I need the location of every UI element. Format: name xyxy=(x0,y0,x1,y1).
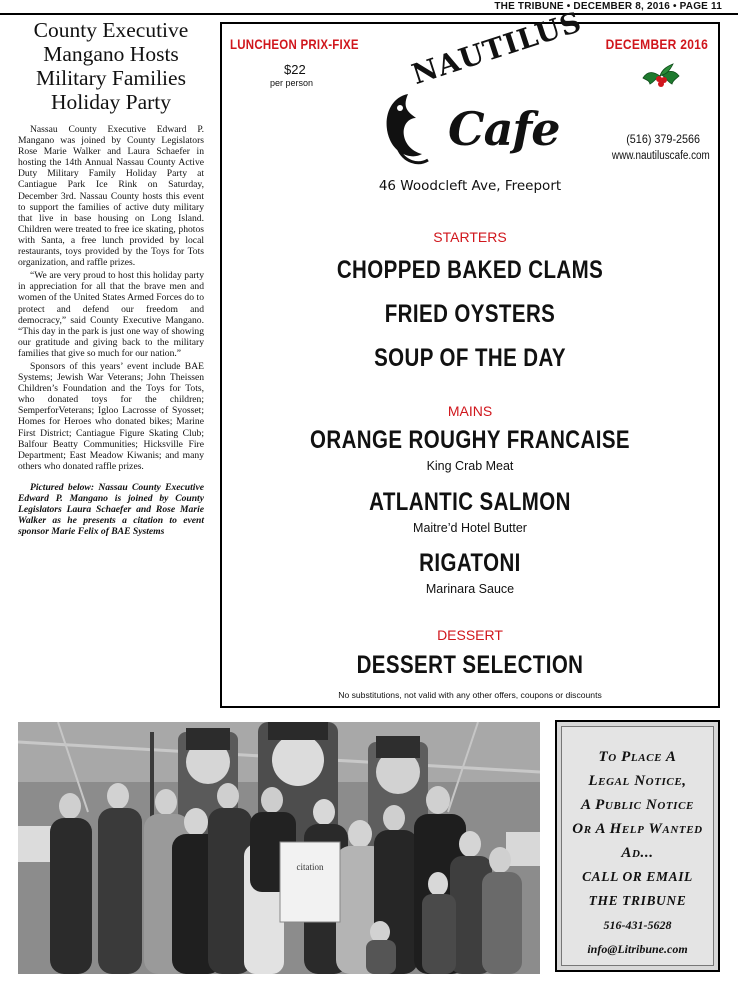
article-headline: County Executive Mangano Hosts Military Families Holiday Party xyxy=(33,18,189,114)
logo-word-nautilus: NAUTILUS xyxy=(407,5,586,91)
main-item: RIGATONI xyxy=(419,549,521,577)
notice-email[interactable]: info@Litribune.com xyxy=(587,942,688,956)
article-paragraph: Sponsors of this years’ event include BAE Systems; Jewish War Veterans; John Theissen Children’s Foundation and the Toys for Tots, who donated toys for the children; SemperforVeterans; Igloo Lacrosse of Syosset; Homes for Heroes who donated bikes; Marine First District; Cantiague Figure Skating Club; Balfour Beatty Communities; Hicksville Fire Department; East Meadow Kiwanis; and many others who donated raffle prizes. xyxy=(18,360,204,472)
mains-heading: MAINS xyxy=(447,403,493,419)
starter-item: CHOPPED BAKED CLAMS xyxy=(336,256,604,284)
dessert-heading: DESSERT xyxy=(437,627,503,643)
fish-icon xyxy=(378,88,438,168)
photo-caption: Pictured below: Nassau County Executive Edward P. Mangano is joined by County Legislators Laura Schaefer and Rose Marie Walker as he presents a citation to event sponsor Marie Felix of BAE Systems xyxy=(18,481,204,538)
event-photo xyxy=(18,722,540,974)
price: $22 xyxy=(284,62,306,77)
starter-item: SOUP OF THE DAY xyxy=(374,344,566,372)
notice-line: To Place A xyxy=(598,749,677,765)
starters-heading: STARTERS xyxy=(433,229,507,245)
holly-icon xyxy=(640,60,682,92)
restaurant-phone: (516) 379-2566 xyxy=(626,132,700,146)
menu-month: DECEMBER 2016 xyxy=(605,36,708,52)
prix-fixe-label: LUNCHEON PRIX-FIXE xyxy=(230,36,359,52)
restaurant-address: 46 Woodcleft Ave, Freeport xyxy=(378,178,562,194)
article xyxy=(18,18,204,537)
notice-line: A Public Notice xyxy=(581,797,694,813)
article-paragraph: Nassau County Executive Edward P. Mangano was joined by County Legislators Rose Marie Walker and Laura Schaefer in hosting the 14th Annual Nassau County Active Duty Military Family Holiday Party at Cantiague Park Ice Rink on Saturday, December 3rd. Nassau County hosts this event to support the families of active duty military that live in base housing on Long Island. Children were treated to free ice skating, photos with Santa, a free lunch provided by local restaurants, toys provided by the Toys for Tots organization, and raffle prizes. xyxy=(18,124,204,269)
logo-word-cafe: Cafe xyxy=(448,102,560,156)
nautilus-cafe-logo xyxy=(378,5,586,172)
main-item-detail: Marinara Sauce xyxy=(425,582,515,596)
event-photo-illustration xyxy=(18,722,540,974)
notice-line: Ad... xyxy=(621,845,654,861)
legal-notice-box xyxy=(555,720,720,972)
main-item: ORANGE ROUGHY FRANCAISE xyxy=(309,426,631,454)
citation-sign-text: citation xyxy=(296,862,324,872)
per-person-label: per person xyxy=(270,78,314,88)
legal-notice-inner xyxy=(561,726,714,966)
notice-line: Or A Help Wanted xyxy=(572,821,703,837)
dessert-item: DESSERT SELECTION xyxy=(356,651,584,679)
menu-disclaimer: No substitutions, not valid with any other offers, coupons or discounts xyxy=(338,690,602,700)
masthead-text: THE TRIBUNE • DECEMBER 8, 2016 • PAGE 11 xyxy=(494,1,722,12)
notice-line: CALL OR EMAIL xyxy=(582,869,693,884)
main-item-detail: Maitre’d Hotel Butter xyxy=(413,521,527,535)
article-body xyxy=(18,124,204,472)
restaurant-website[interactable]: www.nautiluscafe.com xyxy=(612,150,710,162)
main-item-detail: King Crab Meat xyxy=(426,459,514,473)
article-paragraph: “We are very proud to host this holiday party in appreciation for all that the brave men and women of the United States Armed Forces do to protect and defend our freedom and democracy,” said County Executive Mangano. “This day in the park is just one way of showing our gratitude and giving back to the military families that give so much for our nation.” xyxy=(18,270,204,359)
masthead-bar xyxy=(0,0,738,15)
main-item: ATLANTIC SALMON xyxy=(369,488,571,516)
notice-phone: 516-431-5628 xyxy=(603,918,672,932)
notice-line: THE TRIBUNE xyxy=(588,893,687,908)
notice-line: Legal Notice, xyxy=(588,773,687,789)
starter-item: FRIED OYSTERS xyxy=(384,300,556,328)
